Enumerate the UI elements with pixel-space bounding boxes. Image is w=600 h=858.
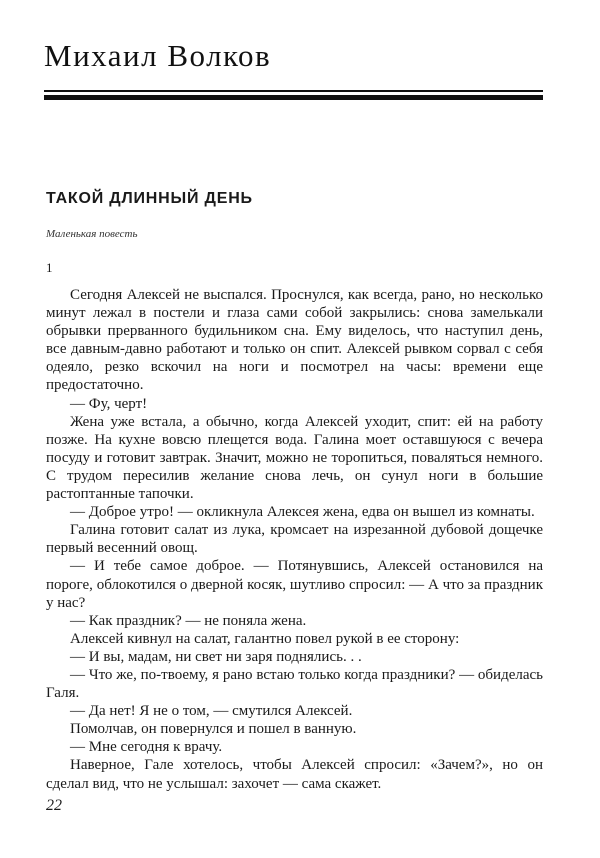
header-rule-thin (44, 90, 543, 92)
paragraph: Наверное, Гале хотелось, чтобы Алексей спросил: «Зачем?», но он сделал вид, что не услышал: захочет — сама скажет. (46, 757, 543, 792)
paragraph: Помолчав, он повернулся и пошел в ванную. (70, 721, 357, 738)
paragraph: — Фу, черт! (70, 395, 148, 412)
paragraph: — И вы, мадам, ни свет ни заря поднялись. . . (70, 648, 362, 665)
paragraph: — И тебе самое доброе. — Потянувшись, Алексей остановился на пороге, облокотился о дверной косяк, шутливо спросил: — А что за праздник у нас? (46, 558, 543, 611)
body-text (46, 286, 543, 793)
paragraph: — Да нет! Я не о том, — смутился Алексей. (70, 703, 353, 720)
paragraph: Алексей кивнул на салат, галантно повел рукой в ее сторону: (70, 630, 460, 647)
paragraph: — Доброе утро! — окликнула Алексея жена, едва он вышел из комнаты. (70, 504, 535, 521)
paragraph: Сегодня Алексей не выспался. Проснулся, как всегда, рано, но несколько минут лежал в постели и глаза сами собой закрылись: снова замелькали обрывки прерванного будильником сна. Ему виделось, что наступил день, все давным-давно работают и только он спит. Алексей рывком сорвал с себя одеяло, резко вскочил на ноги и посмотрел на часы: времени еще предостаточно. (46, 287, 543, 394)
paragraph: — Мне сегодня к врачу. (70, 739, 223, 756)
paragraph: Жена уже встала, а обычно, когда Алексей уходит, спит: ей на работу позже. На кухне вовсю плещется вода. Галина моет оставшуюся с вечера посуду и готовит завтрак. Значит, можно не торопиться, поваляться немного. С трудом пересилив желание снова лечь, он сунул ноги в большие растоптанные тапочки. (46, 413, 543, 503)
chapter-number: 1 (46, 260, 53, 275)
story-subtitle: Маленькая повесть (46, 228, 138, 240)
paragraph: — Как праздник? — не поняла жена. (70, 612, 307, 629)
paragraph: Галина готовит салат из лука, кромсает на изрезанной дубовой дощечке первый весенний овощ. (46, 522, 543, 557)
header-rule-thick (44, 95, 543, 100)
author-name: Михаил Волков (44, 38, 272, 73)
story-title: ТАКОЙ ДЛИННЫЙ ДЕНЬ (46, 190, 253, 207)
paragraph: — Что же, по-твоему, я рано встаю только когда праздники? — обиделась Галя. (46, 666, 543, 702)
page-number: 22 (46, 797, 62, 814)
